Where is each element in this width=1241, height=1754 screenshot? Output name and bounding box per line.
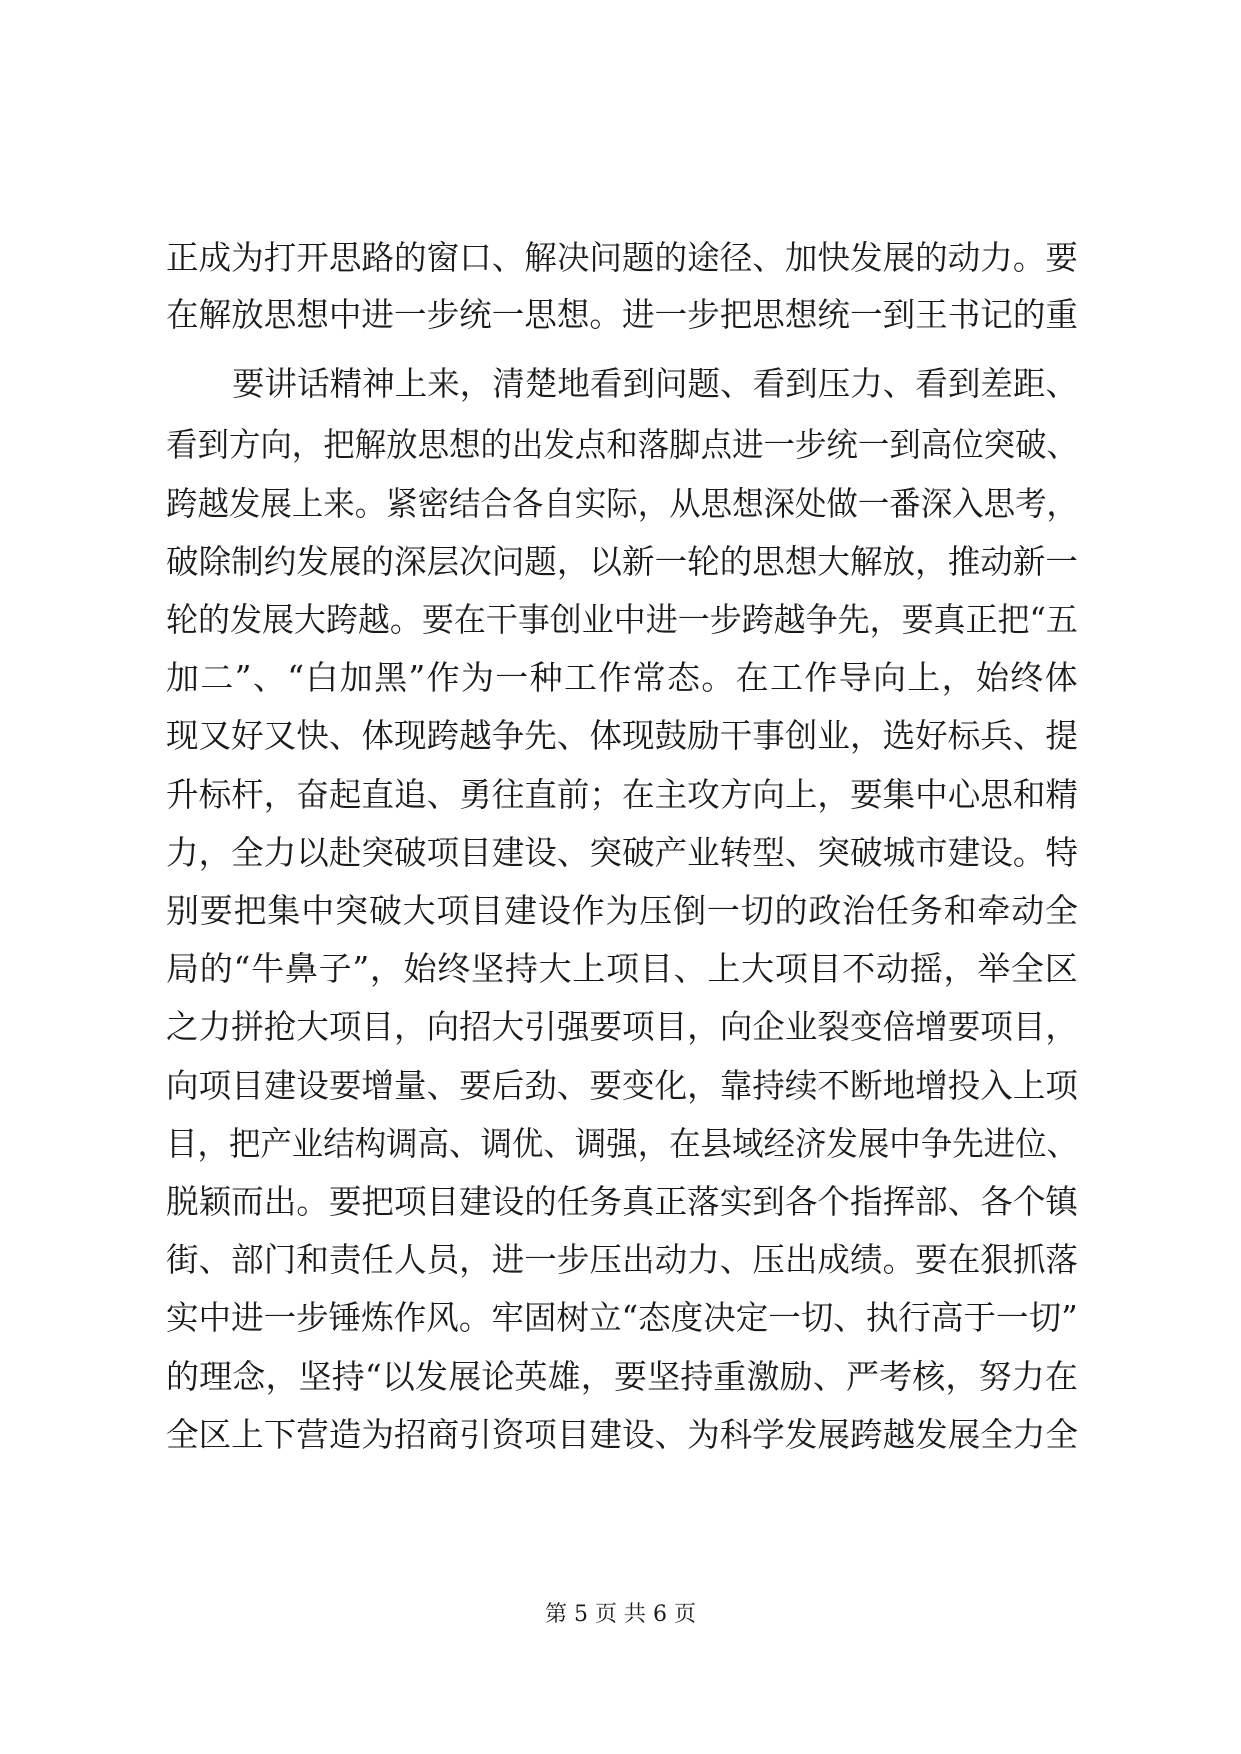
text-line: 跨越发展上来。紧密结合各自实际，从思想深处做一番深入思考， [166,484,1078,523]
text-line: 正成为打开思路的窗口、解决问题的途径、加快发展的动力。要 [166,238,1078,277]
text-line: 轮的发展大跨越。要在干事创业中进一步跨越争先，要真正把“五 [166,600,1078,639]
text-line: 升标杆，奋起直追、勇往直前；在主攻方向上，要集中心思和精 [166,775,1078,814]
text-line: 破除制约发展的深层次问题，以新一轮的思想大解放，推动新一 [166,542,1078,581]
text-line: 街、部门和责任人员，进一步压出动力、压出成绩。要在狠抓落 [166,1240,1078,1279]
paragraph-first-line: 要讲话精神上来，清楚地看到问题、看到压力、看到差距、 [232,364,1078,403]
page-number-footer: 第 5 页 共 6 页 [545,1602,696,1627]
text-line: 在解放思想中进一步统一思想。进一步把思想统一到王书记的重 [166,295,1078,334]
text-line: 脱颖而出。要把项目建设的任务真正落实到各个指挥部、各个镇 [166,1182,1078,1221]
text-line: 局的“牛鼻子”，始终坚持大上项目、上大项目不动摇，举全区 [166,949,1079,988]
text-line: 之力拼抢大项目，向招大引强要项目，向企业裂变倍增要项目， [166,1007,1078,1046]
text-line: 全区上下营造为招商引资项目建设、为科学发展跨越发展全力全 [166,1415,1078,1454]
text-line: 看到方向，把解放思想的出发点和落脚点进一步统一到高位突破、 [166,425,1078,464]
text-line: 现又好又快、体现跨越争先、体现鼓励干事创业，选好标兵、提 [166,716,1078,755]
text-line: 别要把集中突破大项目建设作为压倒一切的政治任务和牵动全 [166,891,1079,930]
text-line: 力，全力以赴突破项目建设、突破产业转型、突破城市建设。特 [166,833,1078,872]
text-line: 的理念，坚持“以发展论英雄，要坚持重激励、严考核，努力在 [166,1357,1079,1396]
text-line: 目，把产业结构调高、调优、调强，在县域经济发展中争先进位、 [166,1124,1078,1163]
text-line: 实中进一步锤炼作风。牢固树立“态度决定一切、执行高于一切” [166,1298,1078,1337]
text-line: 加二”、“白加黑”作为一种工作常态。在工作导向上，始终体 [166,658,1079,697]
text-line: 向项目建设要增量、要后劲、要变化，靠持续不断地增投入上项 [166,1066,1078,1105]
